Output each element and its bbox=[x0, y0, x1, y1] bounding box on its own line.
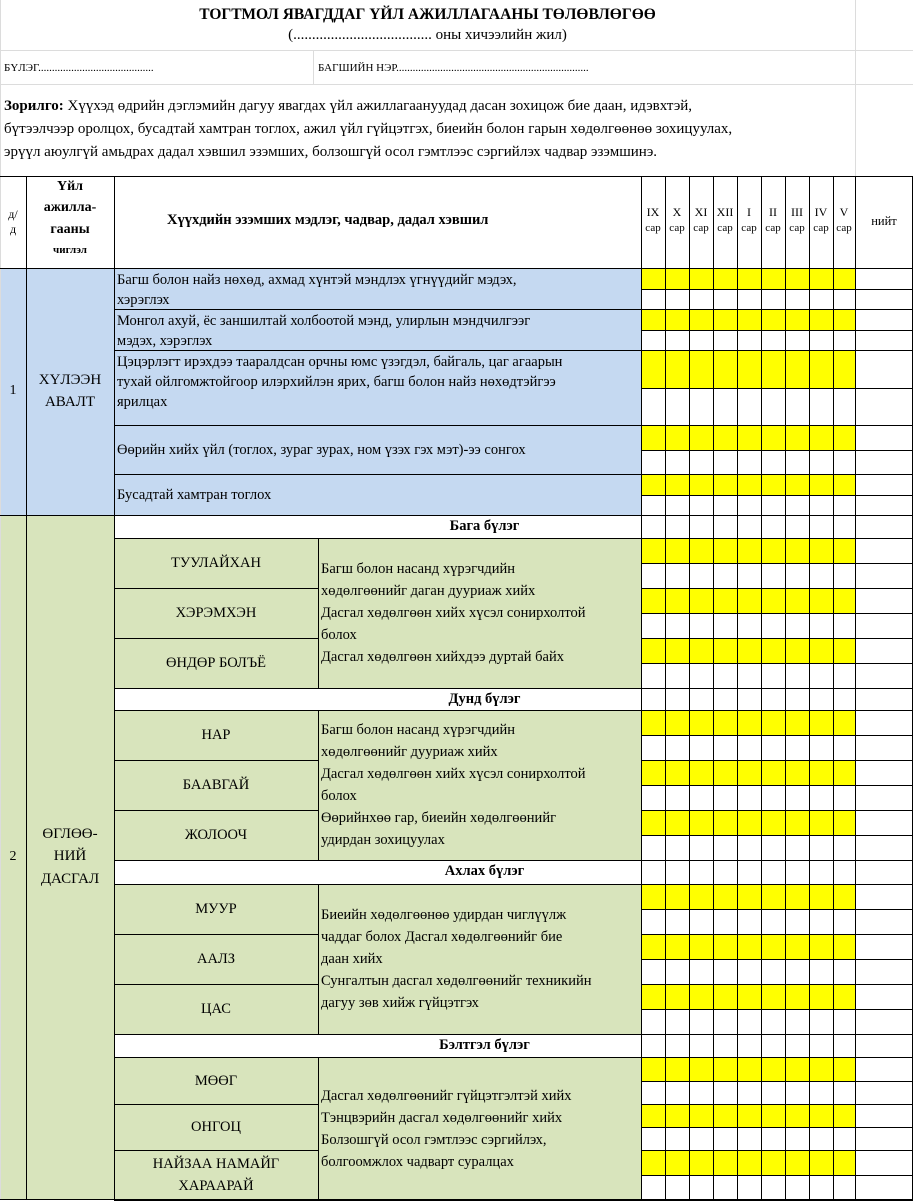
grid-line bbox=[0, 84, 913, 85]
month-label: IV bbox=[814, 205, 828, 219]
section1-number: 1 bbox=[9, 383, 17, 398]
grid-line bbox=[0, 176, 913, 177]
grid-line bbox=[114, 934, 318, 935]
header-skills: Хүүхдийн эзэмших мэдлэг, чадвар, дадал хэвшил bbox=[167, 212, 489, 228]
month-highlight bbox=[641, 984, 855, 1009]
teacher-field: БАГШИЙН НЭР...................................................................... bbox=[318, 62, 589, 74]
group-skill-text: хөдөлгөөнийг дууриаж хийх bbox=[321, 744, 498, 760]
grid-line bbox=[114, 425, 913, 426]
month-unit: сар bbox=[836, 222, 852, 234]
class-name: ХЭРЭМХЭН bbox=[175, 605, 257, 621]
class-name: ЦАС bbox=[201, 1001, 231, 1017]
month-highlight bbox=[641, 1150, 855, 1175]
grid-line bbox=[641, 388, 913, 389]
grid-line bbox=[0, 0, 1, 1200]
grid-line bbox=[641, 289, 913, 290]
class-name: МӨӨГ bbox=[194, 1073, 238, 1089]
section1-item-text: Багш болон найз нөхөд, ахмад хүнтэй мэндлэх үгнүүдийг мэдэх, bbox=[117, 272, 517, 288]
group-skill-text: Өөрийнхөө гар, биеийн хөдөлгөөнийг bbox=[321, 810, 557, 826]
section1-item-text: хэрэглэх bbox=[117, 292, 170, 308]
grid-line bbox=[641, 563, 913, 564]
grid-line bbox=[641, 959, 913, 960]
month-highlight bbox=[641, 710, 855, 735]
month-label: XI bbox=[694, 205, 708, 219]
month-highlight bbox=[641, 934, 855, 959]
group-skill-text: Сунгалтын дасгал хөдөлгөөнийг техникийн bbox=[321, 973, 592, 989]
month-label: I bbox=[747, 205, 751, 219]
header-direction-4: чиглэл bbox=[53, 244, 87, 256]
header-direction-1: Үйл bbox=[56, 179, 84, 194]
group-skill-text: даан хийх bbox=[321, 951, 383, 967]
section2-number: 2 bbox=[9, 849, 17, 864]
month-unit: сар bbox=[765, 222, 781, 234]
class-name: ОНГОЦ bbox=[191, 1119, 241, 1135]
class-name: ААЛЗ bbox=[196, 951, 236, 967]
section1-direction-2: АВАЛТ bbox=[44, 394, 96, 410]
objective-line-2: бүтээлчээр оролцох, бусадтай хамтран тоглох, ажил үйл гүйцэтгэх, биеийн болон гарын хөдөлгөөнөө зохицуулах, bbox=[4, 121, 733, 137]
section2-direction-3: ДАСГАЛ bbox=[40, 871, 100, 887]
class-name: ХАРААРАЙ bbox=[178, 1178, 254, 1194]
section1-item-text: Цэцэрлэгт ирэхдээ тааралдсан орчны юмс үзэгдэл, байгаль, цаг агаарын bbox=[117, 354, 563, 370]
group-name: Ахлах бүлэг bbox=[444, 863, 525, 879]
month-highlight bbox=[641, 810, 855, 835]
group-skill-text: удирдан зохицуулах bbox=[321, 832, 445, 848]
grid-line bbox=[641, 330, 913, 331]
grid-line bbox=[114, 984, 318, 985]
section1-item-text: тухай ойлгомжтойгоор илэрхийлэн ярих, багш болон найз нөхөдтэйгээ bbox=[117, 374, 556, 390]
grid-line bbox=[114, 309, 913, 310]
grid-line bbox=[641, 1127, 913, 1128]
grid-line bbox=[318, 538, 319, 688]
grid-line bbox=[641, 638, 913, 639]
group-skill-text: болох bbox=[321, 788, 357, 804]
grid-line bbox=[641, 835, 913, 836]
grid-line bbox=[641, 1150, 913, 1151]
month-highlight bbox=[641, 309, 855, 330]
grid-line bbox=[114, 688, 913, 689]
group-skill-text: Багш болон насанд хүрэгчдийн bbox=[321, 561, 516, 577]
group-skill-text: Дасгал хөдөлгөөнийг гүйцэтгэлтэй хийх bbox=[321, 1088, 572, 1104]
class-name: ӨНДӨР БОЛЪЁ bbox=[166, 655, 266, 671]
section2-direction-1: ӨГЛӨӨ- bbox=[42, 826, 98, 842]
header-num-b: д bbox=[9, 222, 17, 236]
grid-line bbox=[641, 909, 913, 910]
grid-line bbox=[114, 884, 913, 885]
group-skill-text: Биеийн хөдөлгөөнөө удирдан чиглүүлж bbox=[321, 907, 567, 923]
grid-line bbox=[114, 350, 913, 351]
group-skill-text: Болзошгүй осол гэмтлээс сэргийлэх, bbox=[321, 1132, 547, 1148]
objective-label: Зорилго: bbox=[4, 98, 64, 114]
month-unit: сар bbox=[813, 222, 829, 234]
grid-line bbox=[318, 710, 319, 860]
group-skill-text: Багш болон насанд хүрэгчдийн bbox=[321, 722, 516, 738]
grid-line bbox=[641, 1104, 913, 1105]
grid-line bbox=[641, 1009, 913, 1010]
class-name: НАЙЗАА НАМАЙГ bbox=[152, 1156, 280, 1172]
month-highlight bbox=[641, 588, 855, 613]
section1-item-text: ярилцах bbox=[117, 394, 168, 410]
grid-line bbox=[641, 934, 913, 935]
grid-line bbox=[114, 1150, 318, 1151]
month-highlight bbox=[641, 268, 855, 289]
class-name: МУУР bbox=[195, 901, 237, 917]
grid-line bbox=[114, 810, 318, 811]
grid-line bbox=[0, 268, 913, 269]
month-highlight bbox=[641, 1057, 855, 1081]
grid-line bbox=[114, 638, 318, 639]
class-name: БААВГАЙ bbox=[182, 777, 250, 793]
group-skill-text: болох bbox=[321, 627, 357, 643]
month-label: II bbox=[769, 205, 777, 219]
group-name: Дунд бүлэг bbox=[448, 691, 521, 707]
grid-line bbox=[114, 588, 318, 589]
month-label: IX bbox=[646, 205, 660, 219]
grid-line bbox=[641, 495, 913, 496]
section1-item-text: Өөрийн хийх үйл (тоглох, зураг зурах, ном үзэх гэх мэт)-ээ сонгох bbox=[117, 442, 526, 458]
grid-line bbox=[114, 1034, 913, 1035]
month-unit: сар bbox=[789, 222, 805, 234]
grid-line bbox=[114, 474, 913, 475]
grid-line bbox=[0, 50, 913, 51]
grid-line bbox=[641, 450, 913, 451]
grid-line bbox=[641, 810, 913, 811]
section1-direction-1: ХҮЛЭЭН bbox=[38, 372, 102, 388]
month-label: V bbox=[839, 205, 849, 219]
month-highlight bbox=[641, 474, 855, 495]
grid-line bbox=[318, 884, 319, 1034]
objective-line-1: Зорилго: Хүүхэд өдрийн дэглэмийн дагуу явагдах үйл ажиллагаануудад дасан зохицож бие даан, идэвхтэй, bbox=[4, 98, 693, 114]
class-name: ЖОЛООЧ bbox=[184, 827, 248, 843]
group-skill-text: чаддаг болох Дасгал хөдөлгөөнийг бие bbox=[321, 929, 563, 945]
month-unit: сар bbox=[693, 222, 709, 234]
grid-line bbox=[114, 1057, 913, 1058]
grid-line bbox=[114, 538, 913, 539]
section1-item-text: Бусадтай хамтран тоглох bbox=[117, 487, 272, 503]
month-highlight bbox=[641, 884, 855, 909]
section1-item-text: Монгол ахуй, ёс заншилтай холбоотой мэнд, улирлын мэндчилгээг bbox=[117, 313, 531, 329]
header-direction-2: ажилла- bbox=[43, 200, 97, 215]
header-num-a: д/ bbox=[8, 207, 18, 221]
grid-line bbox=[114, 1104, 318, 1105]
objective-line-3: эрүүл аюулгүй амьдрах дадал хэвшил эзэмших, болзошгүй осол гэмтлээс сэргийлэх чадвар эзэмшинэ. bbox=[4, 144, 658, 160]
month-unit: сар bbox=[741, 222, 757, 234]
grid-line bbox=[313, 50, 314, 84]
grid-line bbox=[641, 1081, 913, 1082]
grid-line bbox=[114, 710, 913, 711]
grid-line bbox=[641, 760, 913, 761]
grid-line bbox=[114, 760, 318, 761]
group-skill-text: Дасгал хөдөлгөөн хийхдээ дуртай байх bbox=[321, 649, 565, 665]
class-name: НАР bbox=[201, 727, 231, 743]
page-subtitle: (..................................... оны хичээлийн жил) bbox=[288, 27, 567, 43]
department-field: БҮЛЭГ.......................................... bbox=[4, 62, 154, 74]
grid-line bbox=[641, 663, 913, 664]
grid-line bbox=[641, 613, 913, 614]
grid-line bbox=[641, 735, 913, 736]
section2-direction-2: НИЙ bbox=[53, 848, 87, 864]
grid-line bbox=[26, 176, 27, 1200]
group-skill-text: Дасгал хөдөлгөөн хийх хүсэл сонирхолтой bbox=[321, 605, 586, 621]
section1-item-text: мэдэх, хэрэглэх bbox=[117, 333, 213, 349]
group-skill-text: Тэнцвэрийн дасгал хөдөлгөөнийг хийх bbox=[321, 1110, 563, 1126]
group-skill-text: болгоомжлох чадварт суралцах bbox=[321, 1154, 514, 1170]
month-highlight bbox=[641, 425, 855, 450]
grid-line bbox=[0, 515, 913, 516]
header-total: нийт bbox=[871, 214, 897, 228]
grid-line bbox=[855, 0, 856, 176]
month-highlight bbox=[641, 538, 855, 563]
grid-line bbox=[318, 1057, 319, 1200]
group-name: Бэлтгэл бүлэг bbox=[439, 1037, 530, 1053]
group-skill-text: Дасгал хөдөлгөөн хийх хүсэл сонирхолтой bbox=[321, 766, 586, 782]
grid-line bbox=[641, 588, 913, 589]
grid-line bbox=[641, 785, 913, 786]
month-highlight bbox=[641, 1104, 855, 1127]
grid-line bbox=[114, 860, 913, 861]
group-skill-text: хөдөлгөөнийг даган дууриаж хийх bbox=[321, 583, 536, 599]
month-highlight bbox=[641, 760, 855, 785]
month-label: III bbox=[791, 205, 803, 219]
month-highlight bbox=[641, 350, 855, 388]
group-name: Бага бүлэг bbox=[449, 518, 520, 534]
month-unit: сар bbox=[645, 222, 661, 234]
class-name: ТУУЛАЙХАН bbox=[171, 555, 261, 571]
grid-line bbox=[641, 1175, 913, 1176]
month-label: XII bbox=[716, 205, 734, 219]
month-unit: сар bbox=[669, 222, 685, 234]
month-highlight bbox=[641, 638, 855, 663]
grid-line bbox=[641, 984, 913, 985]
month-unit: сар bbox=[717, 222, 733, 234]
page-title: ТОГТМОЛ ЯВАГДДАГ ҮЙЛ АЖИЛЛАГААНЫ ТӨЛӨВЛӨГӨӨ bbox=[199, 6, 656, 23]
group-skill-text: дагуу зөв хийж гүйцэтгэх bbox=[321, 995, 479, 1011]
month-label: X bbox=[672, 205, 682, 219]
header-direction-3: гааны bbox=[50, 222, 90, 237]
